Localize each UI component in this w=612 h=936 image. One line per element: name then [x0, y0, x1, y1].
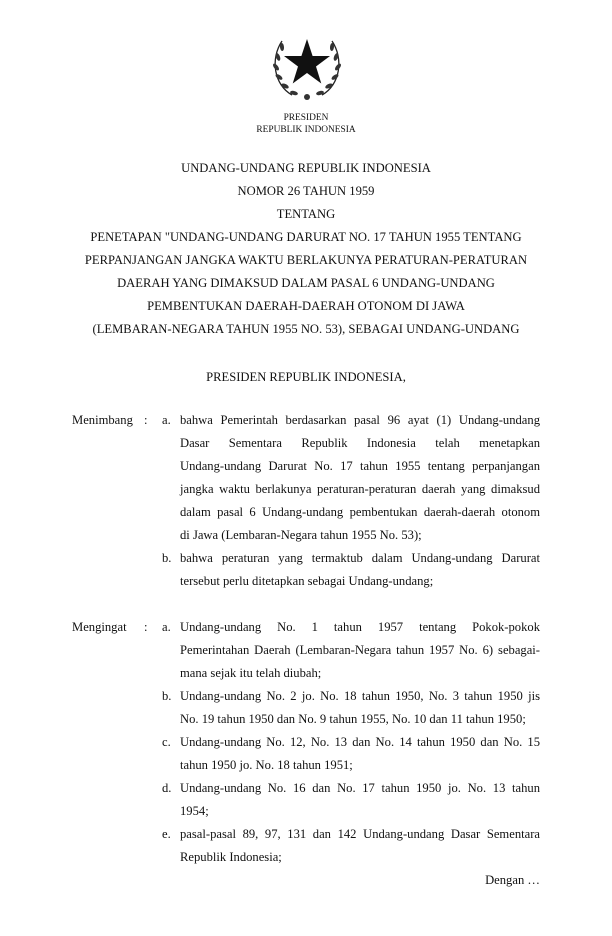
title-line: UNDANG-UNDANG REPUBLIK INDONESIA [181, 161, 431, 175]
preamble: PRESIDEN REPUBLIK INDONESIA, [206, 370, 406, 384]
item-line: bahwa peraturan yang termaktub dalam Undang-undang Darurat [180, 551, 540, 565]
item-line: jangka waktu berlakunya peraturan-peraturan daerah yang dimaksud [180, 482, 540, 496]
item-line: Republik Indonesia; [180, 850, 282, 864]
item-line: Undang-undang Darurat No. 17 tahun 1955 tentang perpanjangan [180, 459, 540, 473]
item-line: tersebut perlu ditetapkan sebagai Undang-undang; [180, 574, 434, 588]
item-line: Undang-undang No. 2 jo. No. 18 tahun 1950, No. 3 tahun 1950 jis [180, 689, 540, 703]
item-line: 1954; [180, 804, 209, 818]
menimbang-section [0, 409, 612, 593]
item-line: Undang-undang No. 12, No. 13 dan No. 14 tahun 1950 dan No. 15 [180, 735, 540, 749]
item-letter: c. [162, 735, 171, 749]
section-label: Mengingat [72, 620, 127, 634]
item-letter: d. [162, 781, 172, 795]
header-republic: REPUBLIK INDONESIA [256, 125, 356, 135]
mengingat-section [0, 616, 612, 869]
item-line: tahun 1950 jo. No. 18 tahun 1951; [180, 758, 353, 772]
item-line: di Jawa (Lembaran-Negara tahun 1955 No. 53); [180, 528, 422, 542]
presidential-emblem-icon [270, 27, 344, 103]
section-label: Menimbang [72, 413, 133, 427]
item-letter: a. [162, 620, 171, 634]
item-letter: b. [162, 689, 172, 703]
title-line: DAERAH YANG DIMAKSUD DALAM PASAL 6 UNDANG-UNDANG [117, 276, 495, 290]
title-line: TENTANG [276, 207, 336, 221]
item-line: pasal-pasal 89, 97, 131 dan 142 Undang-undang Dasar Sementara [180, 827, 540, 841]
item-line: mana sejak itu telah diubah; [180, 666, 322, 680]
item-letter: a. [162, 413, 171, 427]
header-president: PRESIDEN [283, 113, 329, 123]
title-line: PERPANJANGAN JANGKA WAKTU BERLAKUNYA PERATURAN-PERATURAN [84, 253, 528, 267]
title-line: (LEMBARAN-NEGARA TAHUN 1955 NO. 53), SEBAGAI UNDANG-UNDANG [92, 322, 520, 336]
item-line: Dasar Sementara Republik Indonesia telah menetapkan [180, 436, 540, 450]
item-line: bahwa Pemerintah berdasarkan pasal 96 ayat (1) Undang-undang [180, 413, 540, 427]
title-line: NOMOR 26 TAHUN 1959 [237, 184, 375, 198]
item-line: No. 19 tahun 1950 dan No. 9 tahun 1955, No. 10 dan 11 tahun 1950; [180, 712, 526, 726]
item-line: Pemerintahan Daerah (Lembaran-Negara tahun 1957 No. 6) sebagai- [180, 643, 540, 657]
item-line: Undang-undang No. 16 dan No. 17 tahun 1950 jo. No. 13 tahun [180, 781, 540, 795]
item-letter: e. [162, 827, 171, 841]
continuation-marker: Dengan … [485, 873, 540, 887]
item-line: dalam pasal 6 Undang-undang pembentukan daerah-daerah otonom [180, 505, 540, 519]
colon: : [144, 413, 148, 427]
item-letter: b. [162, 551, 172, 565]
item-line: Undang-undang No. 1 tahun 1957 tentang Pokok-pokok [180, 620, 540, 634]
document-title [40, 157, 572, 341]
title-line: PEMBENTUKAN DAERAH-DAERAH OTONOM DI JAWA [147, 299, 465, 313]
colon: : [144, 620, 148, 634]
title-line: PENETAPAN "UNDANG-UNDANG DARURAT NO. 17 TAHUN 1955 TENTANG [90, 230, 522, 244]
